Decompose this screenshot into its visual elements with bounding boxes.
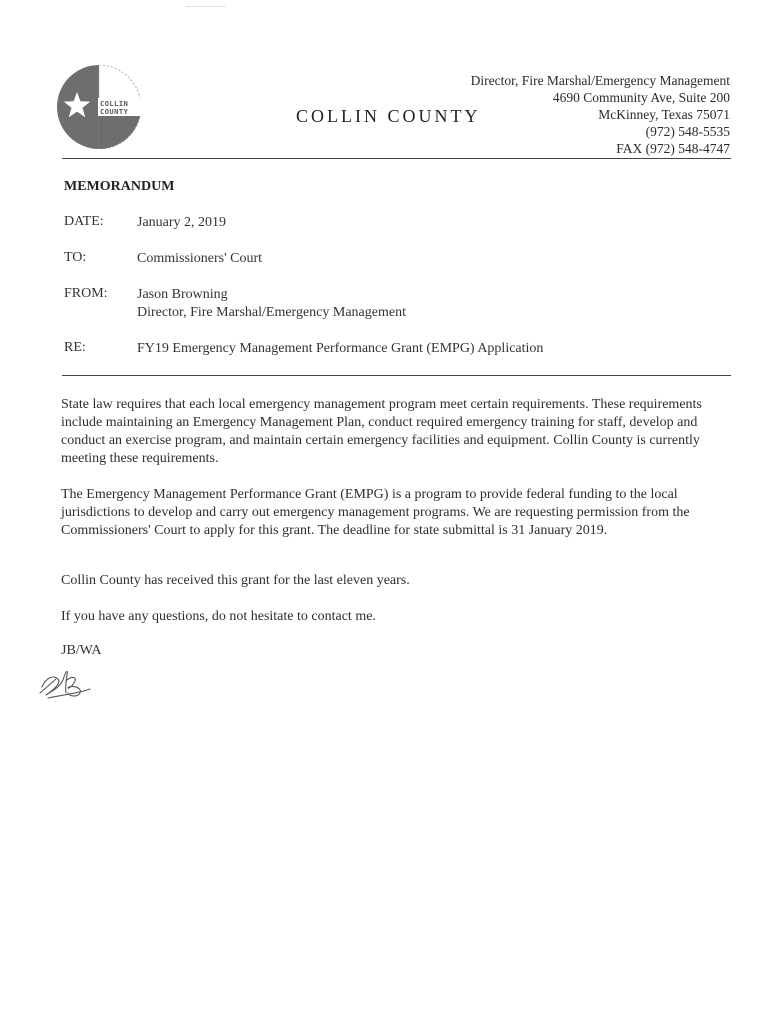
reference-initials: JB/WA (61, 643, 102, 658)
address-line-phone: (972) 548-5535 (645, 124, 730, 139)
body-paragraph: The Emergency Management Performance Grant (EMPG) is a program to provide federal funding to the local jurisdictions to develop and carry out emergency management programs. We are requesting permission from the Commissioners' Court to apply for this grant. The deadline for state submittal is 31 January 2019. (61, 487, 690, 538)
address-line-fax: FAX (972) 548-4747 (616, 141, 730, 156)
body-paragraph: Collin County has received this grant for the last eleven years. (61, 573, 410, 588)
to-label: TO: (64, 250, 87, 265)
address-line-city: McKinney, Texas 75071 (598, 107, 730, 122)
from-value (137, 286, 406, 322)
svg-text:COUNTY: COUNTY (100, 108, 129, 116)
address-line-street: 4690 Community Ave, Suite 200 (552, 90, 730, 105)
re-value: FY19 Emergency Management Performance Grant (EMPG) Application (137, 341, 544, 356)
scan-artifact (186, 6, 226, 7)
address-line-department: Director, Fire Marshal/Emergency Management (470, 73, 730, 88)
memo-divider (62, 375, 731, 376)
from-name: Jason Browning (137, 287, 228, 302)
re-label: RE: (64, 340, 86, 355)
memo-title: MEMORANDUM (64, 179, 175, 194)
from-title: Director, Fire Marshal/Emergency Management (137, 305, 406, 320)
body-paragraph: If you have any questions, do not hesitate to contact me. (61, 609, 376, 624)
county-title: COLLIN COUNTY (296, 106, 481, 126)
header-divider (62, 158, 731, 159)
date-label: DATE: (64, 214, 104, 229)
from-label: FROM: (64, 286, 108, 301)
county-seal-star-icon (57, 65, 141, 149)
body-paragraph: State law requires that each local emergency management program meet certain requirements. These requirements include maintaining an Emergency Management Plan, conduct required emergency training for staff, develop and conduct an exercise program, and maintain certain emergency facilities and equipment. Collin County is currently meeting these requirements. (61, 397, 702, 466)
address-block (471, 72, 730, 157)
svg-text:COLLIN: COLLIN (100, 100, 129, 108)
to-value: Commissioners' Court (137, 251, 263, 266)
handwritten-signature-icon (36, 665, 96, 701)
date-value: January 2, 2019 (137, 215, 227, 230)
